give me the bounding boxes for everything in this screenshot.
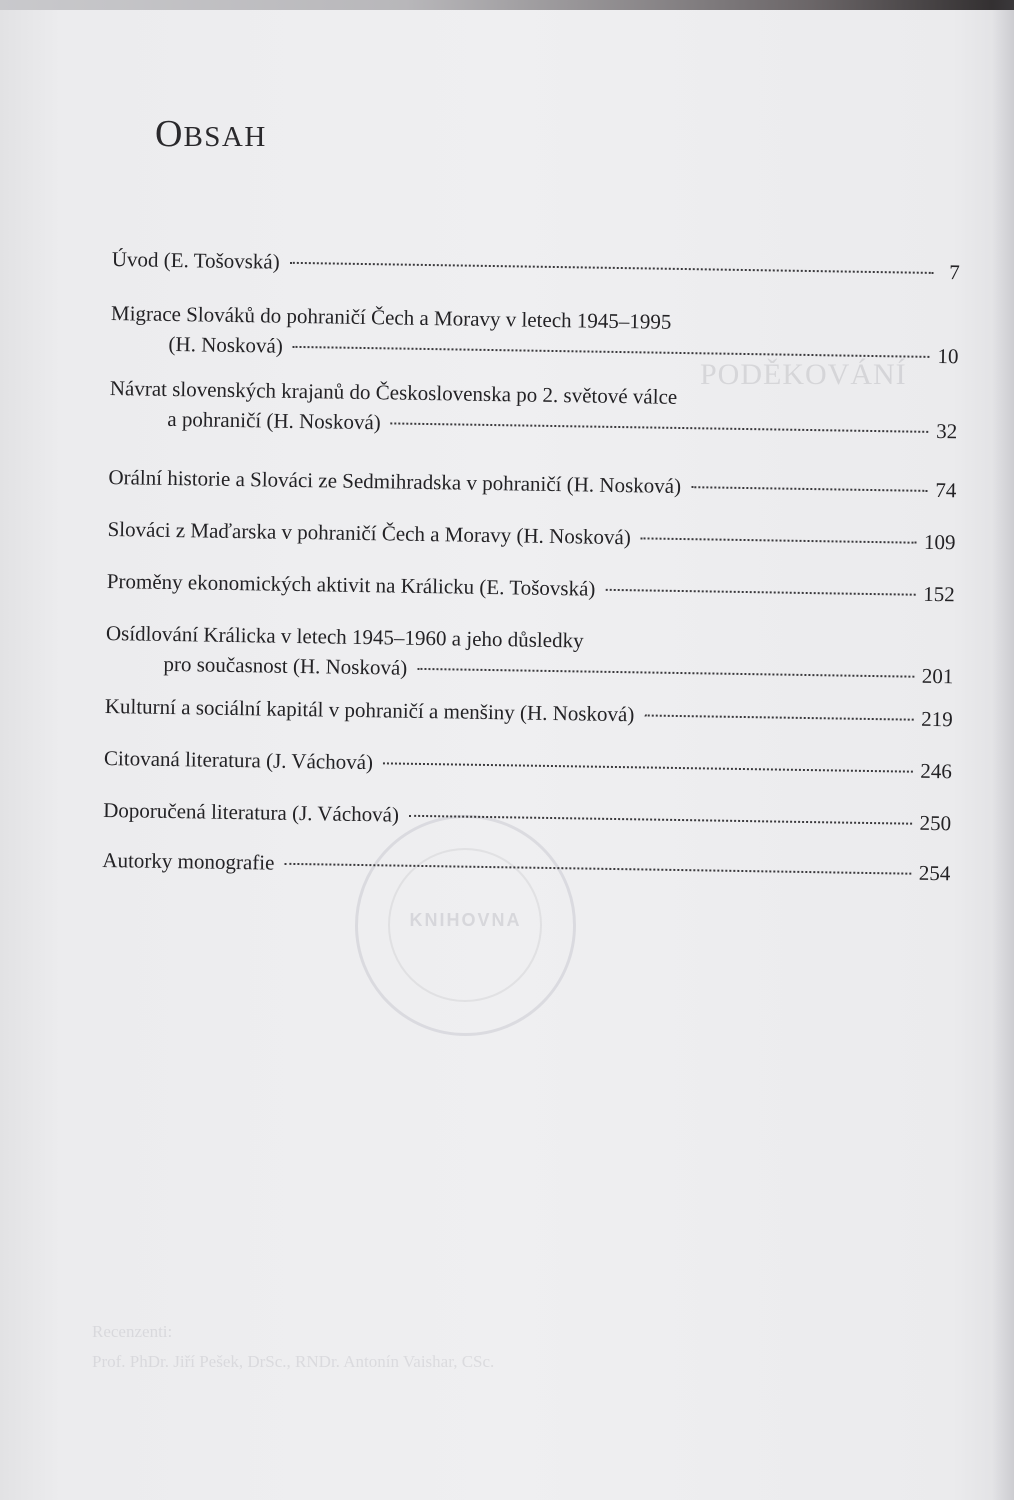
stamp-text: KNIHOVNA (409, 910, 522, 930)
title-initial: O (155, 113, 184, 155)
toc-page-number: 7 (949, 260, 960, 285)
dot-leader (644, 713, 913, 720)
toc-page-number: 254 (918, 860, 951, 886)
toc-entry-title: Doporučená literatura (J. Váchová) (103, 797, 400, 827)
toc-page-number: 10 (937, 344, 959, 369)
toc-entry-title: Citovaná literatura (J. Váchová) (103, 745, 374, 775)
show-through-reviewers: Prof. PhDr. Jiří Pešek, DrSc., RNDr. Antonín Vaishar, CSc. (92, 1352, 495, 1371)
toc-page-number: 219 (921, 706, 953, 732)
dot-leader (284, 862, 910, 875)
toc-entry-title: Úvod (E. Tošovská) (111, 247, 280, 274)
show-through-reviewers-label: Recenzenti: (92, 1322, 173, 1341)
toc-entry-title: pro současnost (H. Nosková) (163, 651, 408, 680)
toc-page-number: 152 (923, 581, 955, 607)
show-through-heading: PODĚKOVÁNÍ (700, 358, 907, 391)
toc-page-number: 109 (923, 529, 956, 555)
dot-leader (691, 485, 927, 492)
toc-page-number: 74 (935, 477, 957, 503)
toc-entry-title: (H. Nosková) (168, 331, 284, 358)
toc-entry-title: Autorky monografie (102, 847, 275, 875)
dot-leader (417, 667, 914, 678)
toc-page-number: 246 (920, 758, 953, 784)
dot-leader (641, 536, 916, 543)
dot-leader (293, 345, 930, 358)
title-rest: BSAH (183, 121, 267, 153)
toc-entry-title: Návrat slovenských krajanů do Československa po 2. světové válce (109, 376, 678, 409)
dot-leader (409, 814, 912, 825)
dot-leader (391, 421, 929, 432)
toc-page-number: 32 (936, 419, 958, 444)
toc-page-number: 250 (919, 810, 952, 836)
dot-leader (383, 761, 912, 772)
toc-entry-title: Kulturní a sociální kapitál v pohraničí a menšiny (H. Nosková) (104, 693, 635, 727)
dot-leader (290, 261, 934, 274)
toc-page-number: 201 (921, 663, 954, 689)
toc-entry-title: Orální historie a Slováci ze Sedmihradska v pohraničí (H. Nosková) (108, 465, 682, 498)
dot-leader (605, 588, 915, 596)
toc-entry-title: Slováci z Maďarska v pohraničí Čech a Moravy (H. Nosková) (107, 516, 632, 550)
toc-entry-title: a pohraničí (H. Nosková) (167, 406, 381, 435)
toc-entry-title: Proměny ekonomických aktivit na Králicku (E. Tošovská) (106, 568, 596, 601)
toc-entry-title: Migrace Slováků do pohraničí Čech a Moravy v letech 1945–1995 (110, 301, 672, 334)
toc-entry-title: Osídlování Králicka v letech 1945–1960 a jeho důsledky (105, 620, 584, 653)
